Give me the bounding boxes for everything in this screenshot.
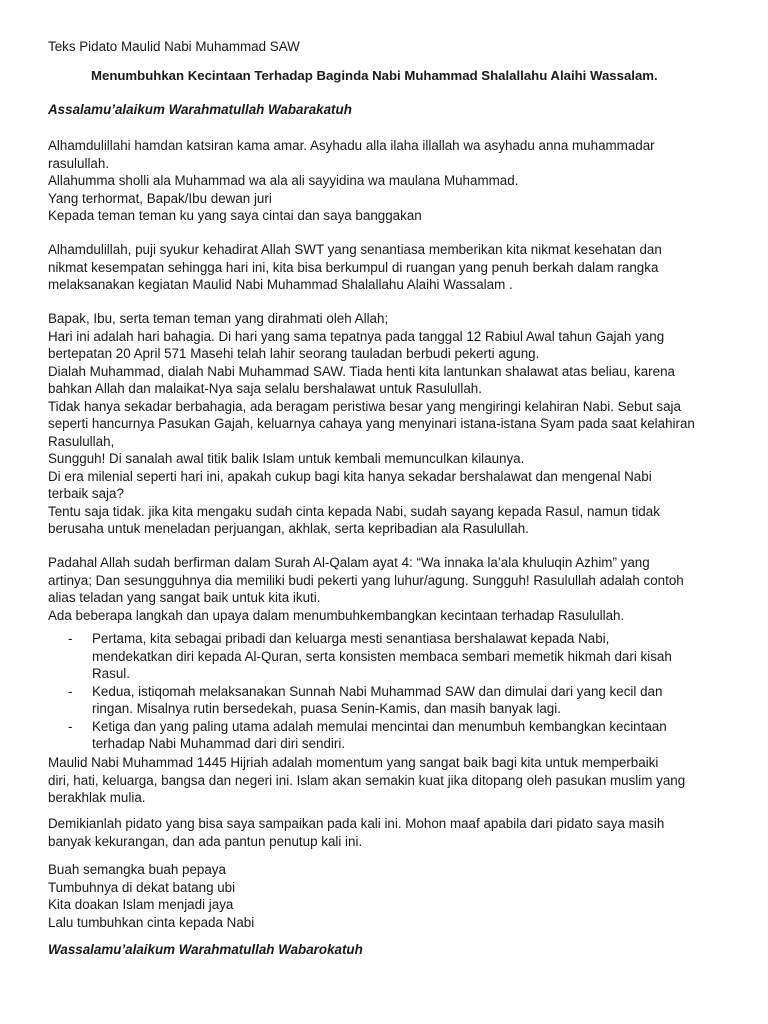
list-marker: -: [68, 631, 73, 646]
paragraph-3-line: Di era milenial seperti hari ini, apakah cukup bagi kita hanya sekadar bershalawat dan mengenal Nabi: [48, 468, 652, 484]
paragraph-3-line: Sungguh! Di sanalah awal titik balik Islam untuk kembali memunculkan kilaunya.: [48, 451, 525, 466]
paragraph-1-line: Alhamdulillahi hamdan katsiran kama amar. Asyhadu alla ilaha illallah wa asyhadu anna muhammadar: [48, 138, 655, 153]
paragraph-3-line: seperti hancurnya Pasukan Gajah, keluarnya cahaya yang menyinari istana-istana Syam pada saat kelahiran: [48, 416, 695, 431]
list-marker: -: [68, 683, 73, 699]
paragraph-2-line: Alhamdulillah, puji syukur kehadirat Allah SWT yang senantiasa memberikan kita nikmat kesehatan dan: [48, 242, 662, 257]
list-marker: -: [68, 718, 73, 734]
paragraph-3-line: terbaik saja?: [48, 486, 124, 501]
paragraph-3-line: bahkan Allah dan malaikat-Nya saja selalu bershalawat untuk Rasulullah.: [48, 381, 482, 396]
paragraph-4-line: alias teladan yang sangat baik untuk kita ikuti.: [48, 590, 321, 605]
paragraph-2-line: nikmat kesempatan sehingga hari ini, kita bisa berkumpul di ruangan yang penuh berkah dalam rangka: [48, 259, 659, 275]
pantun-line: Kita doakan Islam menjadi jaya: [48, 897, 234, 912]
pantun-line: Lalu tumbuhkan cinta kepada Nabi: [48, 914, 255, 930]
opening-greeting: Assalamu’alaikum Warahmatullah Wabarakatuh: [48, 102, 352, 117]
paragraph-3-line: Rasulullah,: [48, 433, 115, 449]
list-item-line: terhadap Nabi Muhammad dari diri sendiri.: [92, 736, 346, 751]
list-item-line: mendekatkan diri kepada Al-Quran, serta konsisten membaca sembari memetik hikmah dari kisah: [92, 648, 672, 664]
paragraph-3-line: Bapak, Ibu, serta teman teman yang dirahmati oleh Allah;: [48, 311, 389, 326]
paragraph-2-line: melaksanakan kegiatan Maulid Nabi Muhammad Shalallahu Alaihi Wassalam .: [48, 277, 513, 292]
paragraph-4-line: artinya; Dan sesungguhnya dia memiliki budi pekerti yang luhur/agung. Sungguh! Rasulullah adalah contoh: [48, 572, 684, 588]
paragraph-1-line: Kepada teman teman ku yang saya cintai dan saya banggakan: [48, 208, 422, 223]
list-item-line: Ketiga dan yang paling utama adalah memulai mencintai dan menumbuh kembangkan kecintaan: [92, 718, 667, 734]
paragraph-6-line: Demikianlah pidato yang bisa saya sampaikan pada kali ini. Mohon maaf apabila dari pidato saya masih: [48, 816, 665, 831]
closing-greeting: Wassalamu’alaikum Warahmatullah Wabarokatuh: [48, 942, 363, 957]
document-title: Menumbuhkan Kecintaan Terhadap Baginda Nabi Muhammad Shalallahu Alaihi Wassalam.: [91, 68, 658, 83]
pantun-line: Buah semangka buah pepaya: [48, 862, 226, 877]
paragraph-3-line: Dialah Muhammad, dialah Nabi Muhammad SAW. Tiada henti kita lantunkan shalawat atas beliau, karena: [48, 363, 675, 379]
paragraph-5-line: Maulid Nabi Muhammad 1445 Hijriah adalah momentum yang sangat baik bagi kita untuk memperbaiki: [48, 755, 659, 770]
paragraph-1-line: Yang terhormat, Bapak/Ibu dewan juri: [48, 190, 272, 206]
paragraph-3-line: berusaha untuk meneladan perjuangan, akhlak, serta kepribadian ala Rasulullah.: [48, 521, 529, 536]
paragraph-5-line: berakhlak mulia.: [48, 790, 146, 805]
list-item-line: Pertama, kita sebagai pribadi dan keluarga mesti senantiasa bershalawat kepada Nabi,: [92, 631, 610, 646]
list-item-line: Kedua, istiqomah melaksanakan Sunnah Nabi Muhammad SAW dan dimulai dari yang kecil dan: [92, 683, 663, 699]
paragraph-5-line: diri, hati, keluarga, bangsa dan negeri ini. Islam akan semakin kuat jika ditopang oleh pasukan muslim yang: [48, 772, 686, 788]
paragraph-3-line: Tidak hanya sekadar berbahagia, ada beragam peristiwa besar yang mengiringi kelahiran Nabi. Sebut saja: [48, 398, 681, 414]
paragraph-3-line: Tentu saja tidak. jika kita mengaku sudah cinta kepada Nabi, sudah sayang kepada Rasul, namun tidak: [48, 503, 660, 519]
paragraph-3-line: Hari ini adalah hari bahagia. Di hari yang sama tepatnya pada tanggal 12 Rabiul Awal tahun Gajah yang: [48, 328, 665, 344]
paragraph-1-line: rasulullah.: [48, 155, 110, 171]
paragraph-1-line: Allahumma sholli ala Muhammad wa ala ali sayyidina wa maulana Muhammad.: [48, 173, 519, 188]
paragraph-4-line: Ada beberapa langkah dan upaya dalam menumbuhkembangkan kecintaan terhadap Rasulullah.: [48, 607, 625, 623]
paragraph-3-line: bertepatan 20 April 571 Masehi telah lahir seorang tauladan berbudi pekerti agung.: [48, 346, 540, 361]
list-item-line: Rasul.: [92, 666, 130, 681]
paragraph-6-line: banyak kekurangan, dan ada pantun penutup kali ini.: [48, 833, 363, 849]
list-item-line: ringan. Misalnya rutin bersedekah, puasa Senin-Kamis, dan masih banyak lagi.: [92, 701, 561, 716]
document-header: Teks Pidato Maulid Nabi Muhammad SAW: [48, 39, 300, 54]
pantun-line: Tumbuhnya di dekat batang ubi: [48, 879, 236, 895]
paragraph-4-line: Padahal Allah sudah berfirman dalam Surah Al-Qalam ayat 4: “Wa innaka la’ala khuluqin Azhim” yang: [48, 555, 650, 570]
